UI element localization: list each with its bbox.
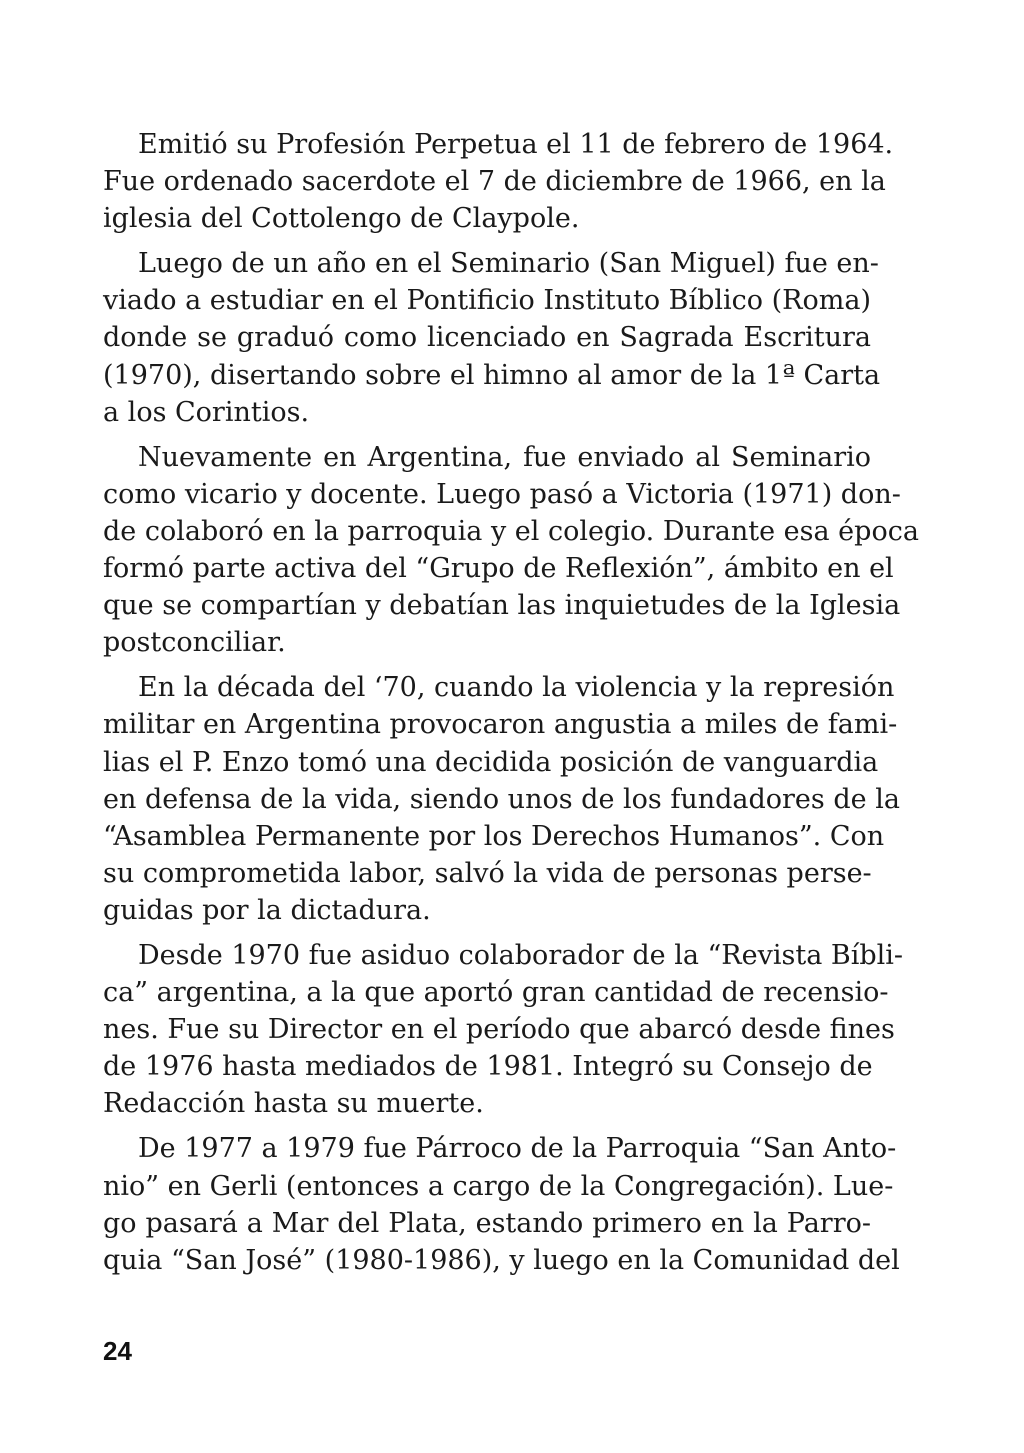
paragraph-parroco <box>103 1130 900 1278</box>
text-line: (1970), disertando sobre el himno al amor de la 1ª Carta <box>103 359 881 391</box>
text-line: Nuevamente en Argentina, fue enviado al Seminario <box>138 441 871 473</box>
text-line: quia “San José” (1980-1986), y luego en la Comunidad del <box>103 1244 900 1276</box>
text-line: a los Corintios. <box>103 396 310 428</box>
text-line: Redacción hasta su muerte. <box>103 1088 484 1120</box>
text-line: Luego de un año en el Seminario (San Miguel) fue en- <box>138 248 879 280</box>
text-line: postconciliar. <box>103 627 286 659</box>
text-line: “Asamblea Permanente por los Derechos Humanos”. Con <box>103 820 885 852</box>
body-text <box>103 126 919 1287</box>
text-line: nes. Fue su Director en el período que abarcó desde fines <box>103 1014 895 1046</box>
paragraph-derechos-humanos <box>103 669 900 929</box>
text-line: guidas por la dictadura. <box>103 894 431 926</box>
text-line: en defensa de la vida, siendo unos de los fundadores de la <box>103 783 900 815</box>
paragraph-argentina <box>103 439 919 662</box>
text-line: iglesia del Cottolengo de Claypole. <box>103 203 580 235</box>
text-line: como vicario y docente. Luego pasó a Victoria (1971) don- <box>103 478 901 510</box>
text-line: viado a estudiar en el Pontificio Instituto Bíblico (Roma) <box>103 285 871 317</box>
text-line: Fue ordenado sacerdote el 7 de diciembre de 1966, en la <box>103 166 886 198</box>
text-line: De 1977 a 1979 fue Párroco de la Parroquia “San Anto- <box>138 1133 897 1165</box>
paragraph-revista-biblica <box>103 937 904 1122</box>
text-line: lias el P. Enzo tomó una decidida posición de vanguardia <box>103 746 879 778</box>
text-line: Emitió su Profesión Perpetua el 11 de febrero de 1964. <box>138 129 894 160</box>
text-line: formó parte activa del “Grupo de Reflexión”, ámbito en el <box>103 553 894 585</box>
text-line: su comprometida labor, salvó la vida de personas perse- <box>103 857 872 889</box>
text-line: de 1976 hasta mediados de 1981. Integró su Consejo de <box>103 1051 873 1083</box>
paragraph-profesion <box>103 126 894 237</box>
text-line: militar en Argentina provocaron angustia a miles de fami- <box>103 709 898 741</box>
text-line: En la década del ‘70, cuando la violencia y la represión <box>138 672 895 704</box>
page-number: 24 <box>103 1336 132 1366</box>
paragraph-seminario <box>103 245 881 430</box>
text-line: Desde 1970 fue asiduo colaborador de la “Revista Bíbli- <box>138 939 904 971</box>
text-line: nio” en Gerli (entonces a cargo de la Congregación). Lue- <box>103 1170 894 1202</box>
text-line: ca” argentina, a la que aportó gran cantidad de recensio- <box>103 977 889 1009</box>
text-line: donde se graduó como licenciado en Sagrada Escritura <box>103 322 871 354</box>
text-line: de colaboró en la parroquia y el colegio. Durante esa época <box>103 515 919 547</box>
text-line: go pasará a Mar del Plata, estando primero en la Parro- <box>103 1207 871 1239</box>
text-line: que se compartían y debatían las inquietudes de la Iglesia <box>103 590 901 622</box>
